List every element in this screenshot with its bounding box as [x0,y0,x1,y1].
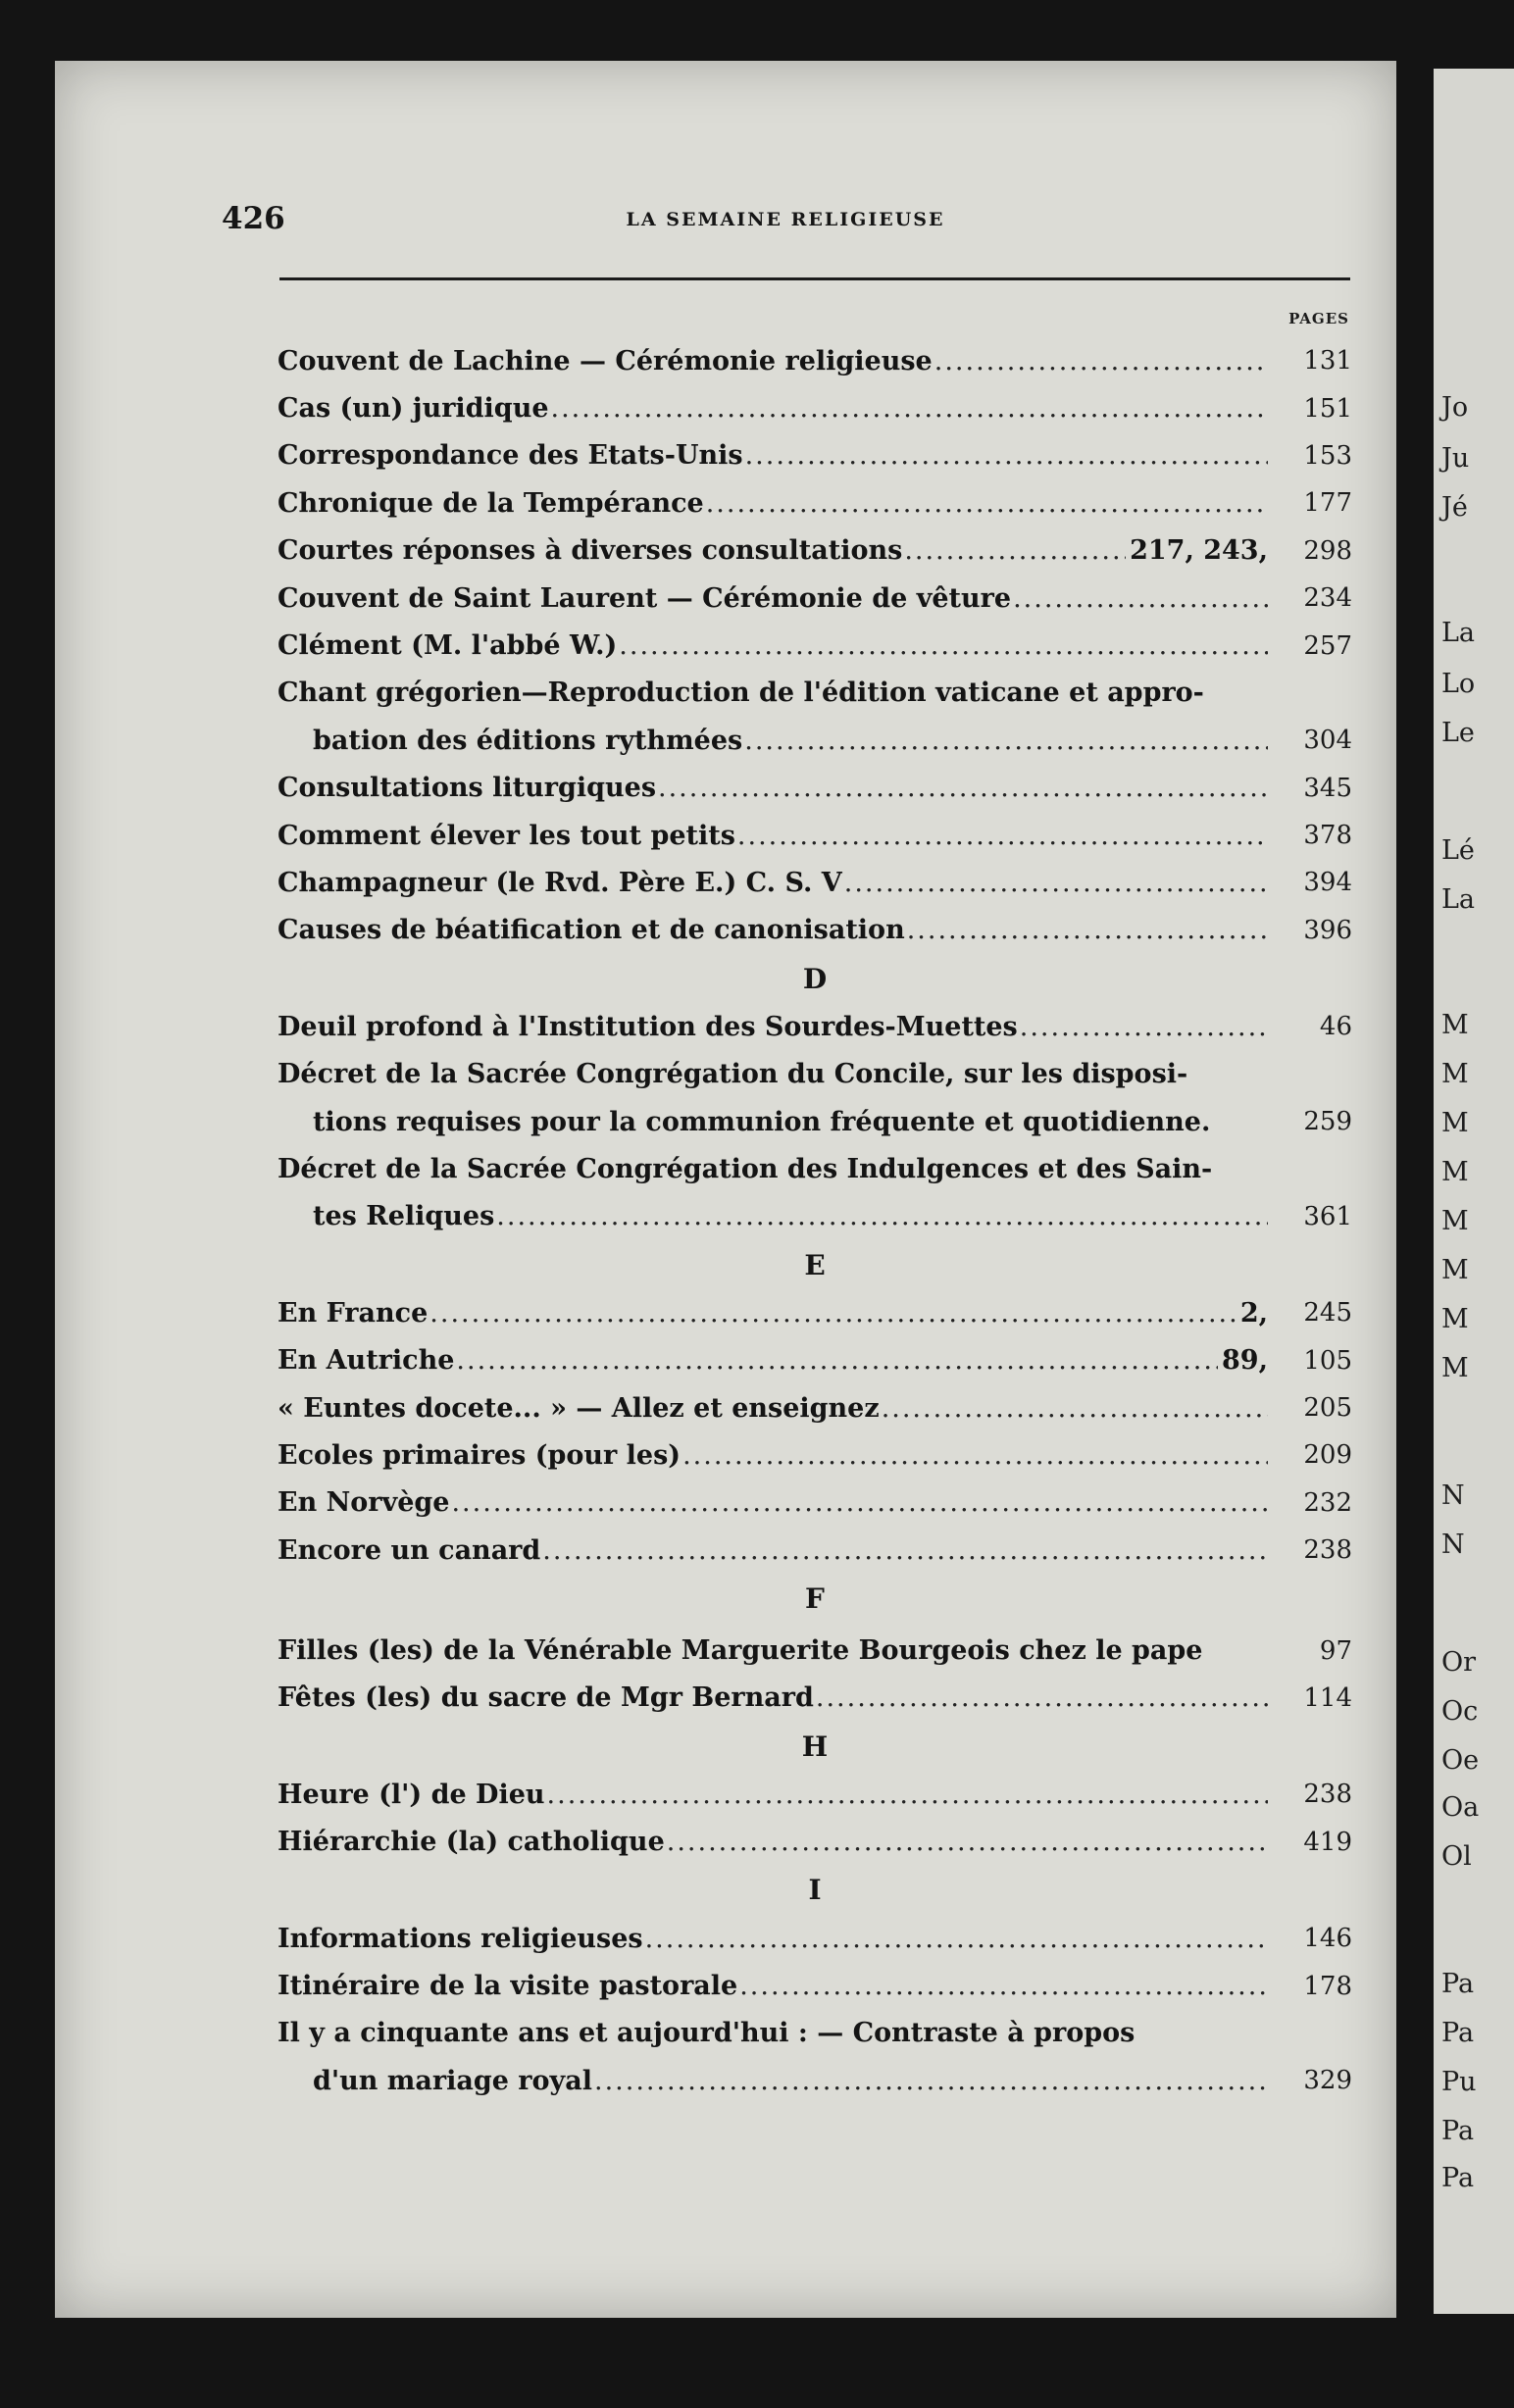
dot-leader [645,1924,1268,1954]
index-entry [278,575,1268,622]
section-heading [278,1574,1352,1627]
index-row [278,765,1352,812]
index-row [278,337,1352,384]
section-heading [278,954,1352,1003]
adjacent-page-text-fragment: N [1441,1530,1465,1560]
page-reference: 329 [1303,2066,1352,2096]
adjacent-page-text-fragment: Pa [1441,2018,1475,2048]
index-entry [278,812,1268,859]
adjacent-page-text-fragment: Or [1441,1647,1477,1678]
index-row [278,1384,1352,1431]
page-reference: 378 [1303,821,1352,851]
page-header [222,201,1349,240]
dot-leader [1020,1012,1268,1042]
adjacent-page-edge [1434,69,1514,2314]
index-entry [278,907,1268,954]
adjacent-page-text-fragment: Oc [1441,1696,1479,1727]
section-letter: I [808,1874,822,1907]
index-row [278,432,1352,479]
page-reference: 151 [1303,393,1352,424]
adjacent-page-text-fragment: M [1441,1255,1469,1285]
dot-leader [682,1440,1268,1471]
index-entry [278,2010,1268,2057]
dot-leader [667,1827,1268,1857]
index-entry [278,384,1268,431]
dot-leader [737,821,1268,851]
page-reference: 177 [1303,488,1352,519]
entry-title: Comment élever les tout petits [278,820,735,851]
adjacent-page-text-fragment: Le [1441,718,1475,748]
index-entry-continuation [313,2057,1268,2104]
adjacent-page-text-fragment: Ol [1441,1841,1472,1872]
entry-title: En Autriche [278,1345,455,1377]
page-reference: 209 [1303,1440,1352,1471]
index-row [278,2057,1352,2104]
dot-leader [844,868,1268,898]
page-reference: 345 [1303,773,1352,803]
dot-leader [816,1682,1268,1713]
entry-title: Courtes réponses à diverses consultations [278,535,903,567]
adjacent-page-text-fragment: Lé [1441,835,1475,866]
additional-page-refs: 89, [1222,1345,1268,1377]
page-reference: 114 [1303,1682,1352,1713]
adjacent-page-text-fragment: M [1441,1304,1469,1334]
entry-title: Chronique de la Tempérance [278,487,704,519]
index-entry [278,1771,1268,1818]
page-reference: 205 [1303,1393,1352,1423]
index-row [278,1627,1352,1674]
dot-leader [496,1201,1268,1231]
index-entries [278,337,1352,2105]
page-reference: 245 [1303,1298,1352,1329]
adjacent-page-text-fragment: Pu [1441,2067,1477,2097]
index-row [278,1145,1352,1192]
adjacent-page-text-fragment: Oa [1441,1792,1480,1823]
entry-title: Décret de la Sacrée Congrégation du Concile, sur les disposi- [278,1059,1188,1090]
entry-title: Correspondance des Etats-Unis [278,440,743,472]
entry-title: Fêtes (les) du sacre de Mgr Bernard [278,1682,814,1714]
adjacent-page-text-fragment: Oe [1441,1745,1480,1776]
section-letter: E [804,1248,826,1281]
index-row [278,1098,1352,1145]
index-entry [278,1915,1268,1962]
index-row [278,575,1352,622]
index-row [278,527,1352,575]
index-row [278,1431,1352,1479]
index-row [278,1289,1352,1336]
dot-leader [706,488,1268,519]
index-entry-continuation [313,1098,1268,1145]
index-row [278,717,1352,764]
index-row [278,1050,1352,1097]
adjacent-page-text-fragment: N [1441,1480,1465,1511]
dot-leader [451,1487,1268,1518]
entry-title: tions requises pour la communion fréquente et quotidienne. [313,1106,1211,1137]
index-entry [278,1962,1268,2009]
index-row [278,1480,1352,1527]
dot-leader [934,346,1268,376]
page-reference: 298 [1303,535,1352,566]
section-heading [278,1866,1352,1915]
running-title: LA SEMAINE RELIGIEUSE [626,209,945,230]
index-row [278,1819,1352,1866]
entry-title: Décret de la Sacrée Congrégation des Indulgences et des Sain- [278,1153,1213,1184]
entry-title: bation des éditions rythmées [313,725,743,756]
dot-leader [658,773,1268,803]
index-entry [278,622,1268,669]
index-entry-continuation [313,1193,1268,1240]
index-entry [278,1627,1268,1674]
adjacent-page-text-fragment: M [1441,1353,1469,1383]
entry-title: Consultations liturgiques [278,773,657,804]
adjacent-page-text-fragment: La [1441,884,1476,915]
dot-leader [456,1345,1218,1376]
dot-leader [739,1971,1268,2001]
dot-leader [745,440,1268,471]
dot-leader [904,535,1126,566]
page-reference: 259 [1303,1107,1352,1137]
entry-title: d'un mariage royal [313,2065,592,2096]
dot-leader [429,1298,1236,1329]
index-entry [278,859,1268,906]
adjacent-page-text-fragment: M [1441,1010,1469,1040]
section-letter: H [801,1730,829,1763]
index-row [278,859,1352,906]
entry-title: Champagneur (le Rvd. Père E.) C. S. V [278,867,842,898]
section-letter: F [805,1581,825,1615]
page-reference: 396 [1303,915,1352,945]
dot-leader [547,1780,1268,1810]
entry-title: Encore un canard [278,1534,541,1566]
index-entry [278,1003,1268,1050]
index-entry [278,1431,1268,1479]
pages-column-label: PAGES [1288,310,1349,327]
adjacent-page-text-fragment: Pa [1441,2163,1475,2193]
adjacent-page-text-fragment: M [1441,1157,1469,1187]
index-entry [278,432,1268,479]
entry-title: Couvent de Saint Laurent — Cérémonie de vêture [278,582,1012,614]
page-reference: 46 [1319,1012,1352,1042]
additional-page-refs: 2, [1239,1297,1268,1329]
dot-leader [551,393,1269,424]
entry-title: En France [278,1297,429,1329]
index-entry [278,1527,1268,1574]
index-row [278,384,1352,431]
entry-title: En Norvège [278,1487,450,1519]
index-entry [278,1050,1268,1097]
index-row [278,479,1352,527]
adjacent-page-text-fragment: Jo [1441,392,1469,423]
index-entry [278,670,1268,717]
page-reference: 304 [1303,726,1352,756]
page-reference: 105 [1303,1345,1352,1376]
entry-title: Chant grégorien—Reproduction de l'édition vaticane et appro- [278,677,1204,709]
page-reference: 238 [1303,1780,1352,1810]
index-entry [278,1480,1268,1527]
page-reference: 97 [1319,1635,1352,1666]
dot-leader [907,915,1268,945]
adjacent-page-text-fragment: M [1441,1206,1469,1236]
index-row [278,1915,1352,1962]
entry-title: Ecoles primaires (pour les) [278,1439,681,1471]
adjacent-page-text-fragment: Ju [1441,443,1470,474]
adjacent-page-text-fragment: Lo [1441,669,1476,699]
entry-title: Clément (M. l'abbé W.) [278,630,618,662]
entry-title: Filles (les) de la Vénérable Marguerite Bourgeois chez le pape [278,1635,1203,1667]
page-reference: 394 [1303,868,1352,898]
dot-leader [744,726,1268,756]
page-reference: 131 [1303,346,1352,376]
entry-title: « Euntes docete... » — Allez et enseignez [278,1392,880,1424]
index-entry [278,1384,1268,1431]
entry-title: Couvent de Lachine — Cérémonie religieuse [278,345,933,376]
index-row [278,907,1352,954]
page-reference: 419 [1303,1827,1352,1857]
index-row [278,1771,1352,1818]
entry-title: Cas (un) juridique [278,393,549,425]
entry-title: Il y a cinquante ans et aujourd'hui : — Contraste à propos [278,2018,1136,2049]
index-entry [278,1145,1268,1192]
adjacent-page-text-fragment: La [1441,618,1476,648]
adjacent-page-text-fragment: Pa [1441,2116,1475,2146]
entry-title: Itinéraire de la visite pastorale [278,1971,738,2002]
index-row [278,1193,1352,1240]
page-reference: 234 [1303,583,1352,614]
dot-leader [619,630,1268,661]
section-heading [278,1240,1352,1289]
page-reference: 361 [1303,1201,1352,1231]
page-reference: 232 [1303,1487,1352,1518]
page-reference: 238 [1303,1535,1352,1566]
section-heading [278,1722,1352,1771]
dot-leader [1013,583,1268,614]
additional-page-refs: 217, 243, [1130,535,1268,567]
page-reference: 153 [1303,440,1352,471]
index-row [278,2010,1352,2057]
entry-title: Hiérarchie (la) catholique [278,1827,665,1858]
entry-title: tes Reliques [313,1201,495,1232]
page-reference: 146 [1303,1924,1352,1954]
adjacent-page-text-fragment: Jé [1441,492,1468,523]
dot-leader [594,2066,1268,2096]
entry-title: Deuil profond à l'Institution des Sourdes-Muettes [278,1011,1018,1042]
page-reference: 178 [1303,1971,1352,2001]
index-entry [278,527,1268,575]
index-row [278,622,1352,669]
page-reference: 257 [1303,630,1352,661]
entry-title: Heure (l') de Dieu [278,1779,545,1810]
entry-title: Causes de béatification et de canonisation [278,915,905,946]
index-row [278,1003,1352,1050]
index-entry [278,1289,1268,1336]
header-rule [279,277,1350,280]
adjacent-page-text-fragment: M [1441,1059,1469,1089]
index-row [278,1962,1352,2009]
index-entry [278,1819,1268,1866]
index-entry [278,337,1268,384]
adjacent-page-text-fragment: Pa [1441,1969,1475,1999]
entry-title: Informations religieuses [278,1923,643,1954]
index-row [278,812,1352,859]
index-entry-continuation [313,717,1268,764]
index-row [278,1527,1352,1574]
index-row [278,670,1352,717]
section-letter: D [802,962,828,995]
adjacent-page-text-fragment: M [1441,1108,1469,1138]
index-row [278,1675,1352,1722]
index-entry [278,479,1268,527]
dot-leader [542,1535,1268,1566]
index-entry [278,1336,1268,1383]
index-row [278,1336,1352,1383]
index-entry [278,1675,1268,1722]
index-entry [278,765,1268,812]
dot-leader [882,1393,1268,1424]
page-number: 426 [222,201,285,236]
